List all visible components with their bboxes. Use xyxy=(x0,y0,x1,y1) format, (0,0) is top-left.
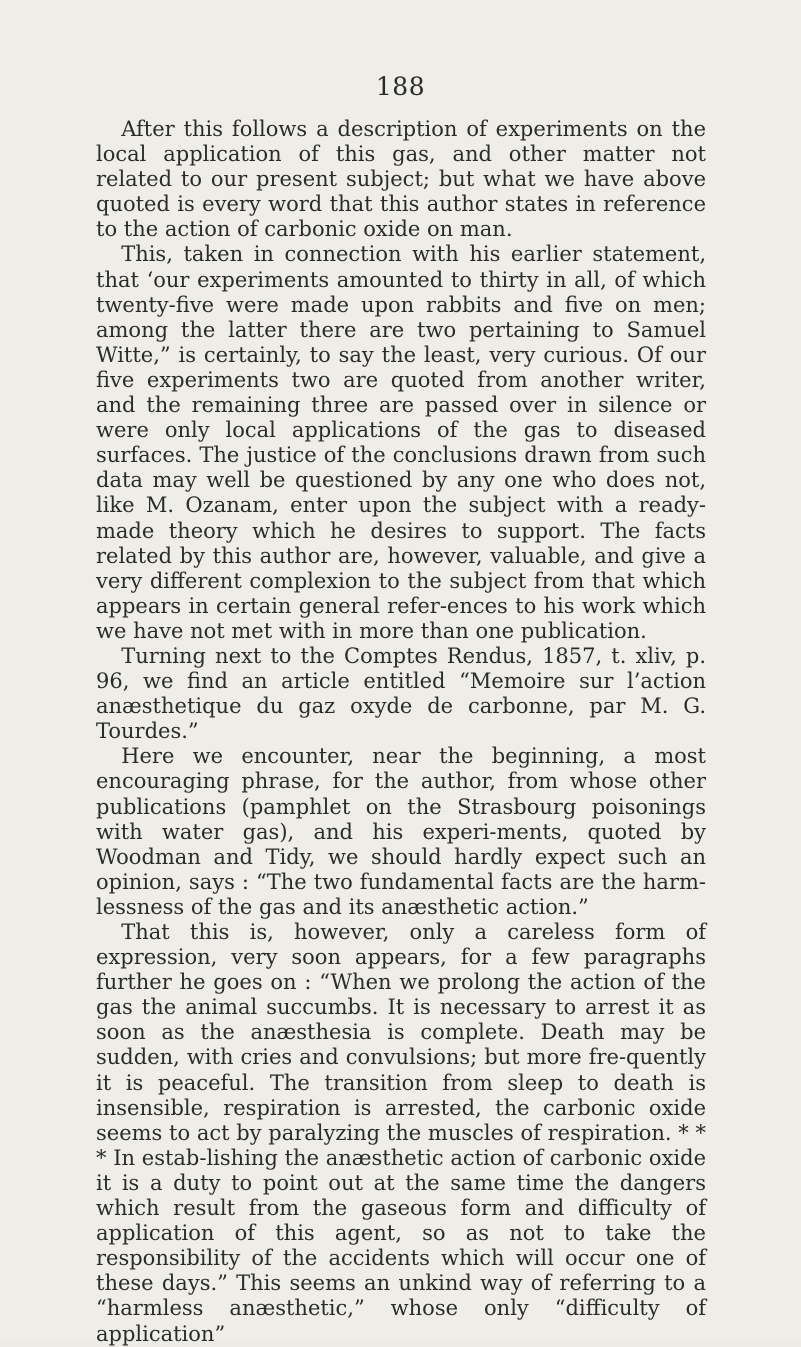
paragraph: After this follows a description of experiments on the local application of this gas, and other matter not related to our present subject; but what we have above quoted is every word that this author states in reference to the action of carbonic oxide on man. xyxy=(96,117,706,242)
paragraph: This, taken in connection with his earlier statement, that ‘our experiments amounted to thirty in all, of which twenty-five were made upon rabbits and five on men; among the latter there are two pertaining to Samuel Witte,” is certainly, to say the least, very curious. Of our five experiments two are quoted from another writer, and the remaining three are passed over in silence or were only local applications of the gas to diseased surfaces. The justice of the conclusions drawn from such data may well be questioned by any one who does not, like M. Ozanam, enter upon the subject with a ready-made theory which he desires to support. The facts related by this author are, however, valuable, and give a very different complexion to the subject from that which appears in certain general refer-ences to his work which we have not met with in more than one publication. xyxy=(96,242,706,643)
paragraph: That this is, however, only a careless form of expression, very soon appears, for a few paragraphs further he goes on : “When we prolong the action of the gas the animal succumbs. It is necessary to arrest it as soon as the anæsthesia is complete. Death may be sudden, with cries and convulsions; but more fre-quently it is peaceful. The transition from sleep to death is insensible, respiration is arrested, the carbonic oxide seems to act by paralyzing the muscles of respiration. * * * In estab-lishing the anæsthetic action of carbonic oxide it is a duty to point out at the same time the dangers which result from the gaseous form and difficulty of application of this agent, so as not to take the responsibility of the accidents which will occur one of these days.” This seems an unkind way of referring to a “harmless anæsthetic,” whose only “difficulty of application” xyxy=(96,920,706,1346)
paragraph: Turning next to the Comptes Rendus, 1857, t. xliv, p. 96, we find an article entitled “Memoire sur l’action anæsthetique du gaz oxyde de carbonne, par M. G. Tourdes.” xyxy=(96,643,706,744)
paragraph: Here we encounter, near the beginning, a most encouraging phrase, for the author, from whose other publications (pamphlet on the Strasbourg poisonings with water gas), and his experi-ments, quoted by Woodman and Tidy, we should hardly expect such an opinion, says : “The two fundamental facts are the harm-lessness of the gas and its anæsthetic action.” xyxy=(96,744,706,919)
page-number: 188 xyxy=(375,72,426,101)
body-text xyxy=(96,117,706,1347)
